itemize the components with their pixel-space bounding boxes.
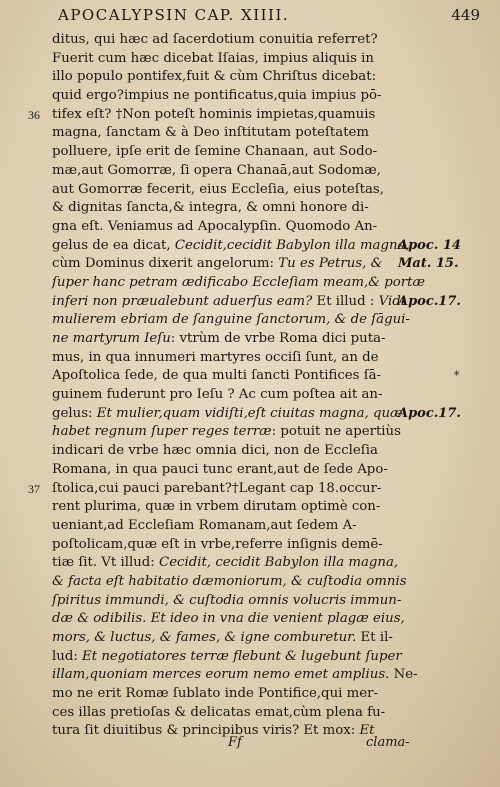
text-line: [52, 349, 398, 368]
roman-text: & dignitas ſancta,& integra, & omni honore di-: [52, 200, 369, 216]
roman-text: ueniant,ad Eccleſiam Romanam,aut ſedem A-: [52, 517, 357, 533]
italic-text: Et negotiatores terræ flebunt & lugebunt ſuper: [82, 648, 402, 664]
roman-text: polluere, ipſe erit de ſemine Chanaan, aut Sodo-: [52, 144, 378, 160]
roman-text: quid ergo?impius ne pontificatus,quia impius pō-: [52, 88, 382, 104]
roman-text: Ne-: [389, 667, 418, 683]
text-line: [52, 311, 410, 330]
roman-text: tifex eſt? †Non poteſt hominis impietas,quamuis: [52, 106, 376, 122]
text-line: [52, 629, 398, 648]
roman-text: Apoſtolica ſede, de qua multi ſancti Pontifices ſā-: [52, 368, 382, 384]
italic-text: habet regnum ſuper reges terræ: [52, 424, 272, 440]
margin-number: 37: [28, 481, 40, 496]
text-line: [52, 648, 402, 667]
roman-text: tura ſit diuitibus & principibus viris? Et mox:: [52, 723, 360, 739]
roman-text: Romana, in qua pauci tunc erant,aut de ſede Apo-: [52, 461, 388, 477]
text-line: [52, 498, 398, 517]
italic-text: Cecidit, cecidit Babylon illa magna,: [159, 555, 399, 571]
text-line: [52, 87, 398, 106]
running-title: APOCALYPSIN CAP. XIIII.: [58, 6, 290, 24]
roman-text: mus, in qua innumeri martyres occiſi ſunt, an de: [52, 349, 379, 365]
text-line: [52, 293, 461, 312]
roman-text: poſtolicam,quæ eſt in vrbe,referre inſignis demē-: [52, 536, 383, 552]
text-block: [28, 31, 461, 741]
roman-text: guinem fuderunt pro Ieſu ? Ac cum poſtea ait an-: [52, 387, 383, 403]
margin-number: 36: [28, 107, 40, 122]
italic-text: ne martyrum Ieſu: [52, 331, 171, 346]
roman-text: gelus de ea dicat,: [52, 237, 175, 253]
margin-reference: Apoc.17.: [398, 405, 461, 421]
italic-text: dæ & odibilis. Et ideo in vna die venient plagæ eius,: [52, 611, 405, 627]
roman-text: gna eſt. Veniamus ad Apocalypſin. Quomodo An-: [52, 218, 378, 234]
italic-text: Vidi: [378, 293, 405, 309]
text-line: [52, 274, 425, 293]
page-number: 449: [451, 6, 480, 24]
italic-text: illam,quoniam merces eorum nemo emet amplius.: [52, 667, 390, 683]
roman-text: magna, ſanctam & à Deo inſtitutam poteſtatem: [52, 125, 370, 141]
running-header: [58, 6, 488, 24]
roman-text: cùm Dominus dixerit angelorum:: [52, 256, 279, 272]
text-line: [52, 31, 398, 50]
roman-text: ſtolica,cui pauci parebant?†Legant cap 18.occur-: [52, 480, 382, 496]
text-line: [52, 330, 398, 349]
roman-text: Fuerit cum hæc dicebat Iſaias, impius aliquis in: [52, 50, 374, 66]
italic-text: Et mulier,quam vidiſti,eſt ciuitas magna, quæ: [96, 405, 403, 421]
text-line: [28, 106, 398, 125]
text-line: [52, 554, 398, 573]
roman-text: Et illud :: [312, 293, 379, 309]
roman-text: rent plurima, quæ in vrbem dirutam optimè con-: [52, 499, 381, 515]
text-line: [52, 143, 398, 162]
text-line: [52, 162, 398, 181]
text-line: [52, 704, 398, 723]
text-line: [52, 666, 418, 685]
text-line: [28, 480, 398, 499]
text-line: [52, 461, 398, 480]
text-line: [52, 685, 398, 704]
italic-text: Cecidit,cecidit Babylon illa magna,: [174, 237, 410, 253]
text-line: [52, 386, 398, 405]
roman-text: mo ne erit Romæ ſublato inde Pontifice,qui mer-: [52, 686, 378, 702]
text-line: [52, 442, 398, 461]
roman-text: Et il-: [356, 630, 393, 645]
text-line: [52, 610, 405, 629]
text-line: [52, 367, 460, 386]
text-line: [52, 68, 398, 87]
italic-text: mors, & luctus, & fames, & igne comburetur.: [52, 630, 357, 645]
signature-mark: Ff: [228, 735, 242, 750]
italic-text: Et: [359, 723, 375, 739]
text-line: [52, 50, 398, 69]
roman-text: mæ,aut Gomorræ, ſi opera Chanaā,aut Sodomæ,: [52, 162, 381, 178]
text-line: [52, 181, 398, 200]
catchword: clama-: [366, 735, 410, 750]
roman-text: tiæ ſit. Vt illud:: [52, 555, 160, 571]
roman-text: ditus, qui hæc ad ſacerdotium conuitia referret?: [52, 32, 378, 47]
roman-text: illo populo pontifex,fuit & cùm Chriſtus dicebat:: [52, 69, 377, 85]
italic-text: ſuper hanc petram ædificabo Eccleſiam meam,& portæ: [52, 274, 425, 290]
italic-text: mulierem ebriam de ſanguine ſanctorum, & de ſāgui-: [52, 312, 410, 328]
margin-reference: Mat. 15.: [398, 256, 459, 272]
italic-text: inferi non præualebunt aduerſus eam?: [52, 293, 313, 309]
italic-text: Tu es Petrus, &: [278, 256, 383, 272]
text-line: [52, 592, 402, 611]
text-line: [52, 124, 398, 143]
text-line: [52, 255, 459, 274]
text-line: [52, 199, 398, 218]
margin-reference: Apoc. 14: [398, 237, 461, 253]
text-line: [52, 573, 407, 592]
roman-text: : vtrùm de vrbe Roma dici puta-: [170, 331, 386, 346]
roman-text: gelus:: [52, 405, 97, 421]
text-line: [52, 517, 398, 536]
roman-text: lud:: [52, 648, 83, 664]
text-line: [52, 423, 401, 442]
text-line: [52, 722, 398, 741]
text-line: [52, 237, 461, 256]
roman-text: : potuit ne apertiùs: [271, 424, 401, 440]
text-line: [52, 536, 398, 555]
italic-text: & facta eſt habitatio dæmoniorum, & cuſtodia omnis: [52, 573, 407, 589]
margin-reference: Apoc.17.: [398, 293, 461, 309]
text-line: [52, 218, 398, 237]
roman-text: aut Gomorræ fecerit, eius Eccleſia, eius poteſtas,: [52, 181, 384, 197]
margin-mark: *: [454, 369, 460, 383]
roman-text: indicari de vrbe hæc omnia dici, non de Eccleſia: [52, 443, 378, 459]
italic-text: ſpiritus immundi, & cuſtodia omnis volucris immun-: [52, 592, 402, 608]
text-line: [52, 405, 461, 424]
roman-text: ces illas pretioſas & delicatas emat,cùm plena fu-: [52, 704, 386, 720]
